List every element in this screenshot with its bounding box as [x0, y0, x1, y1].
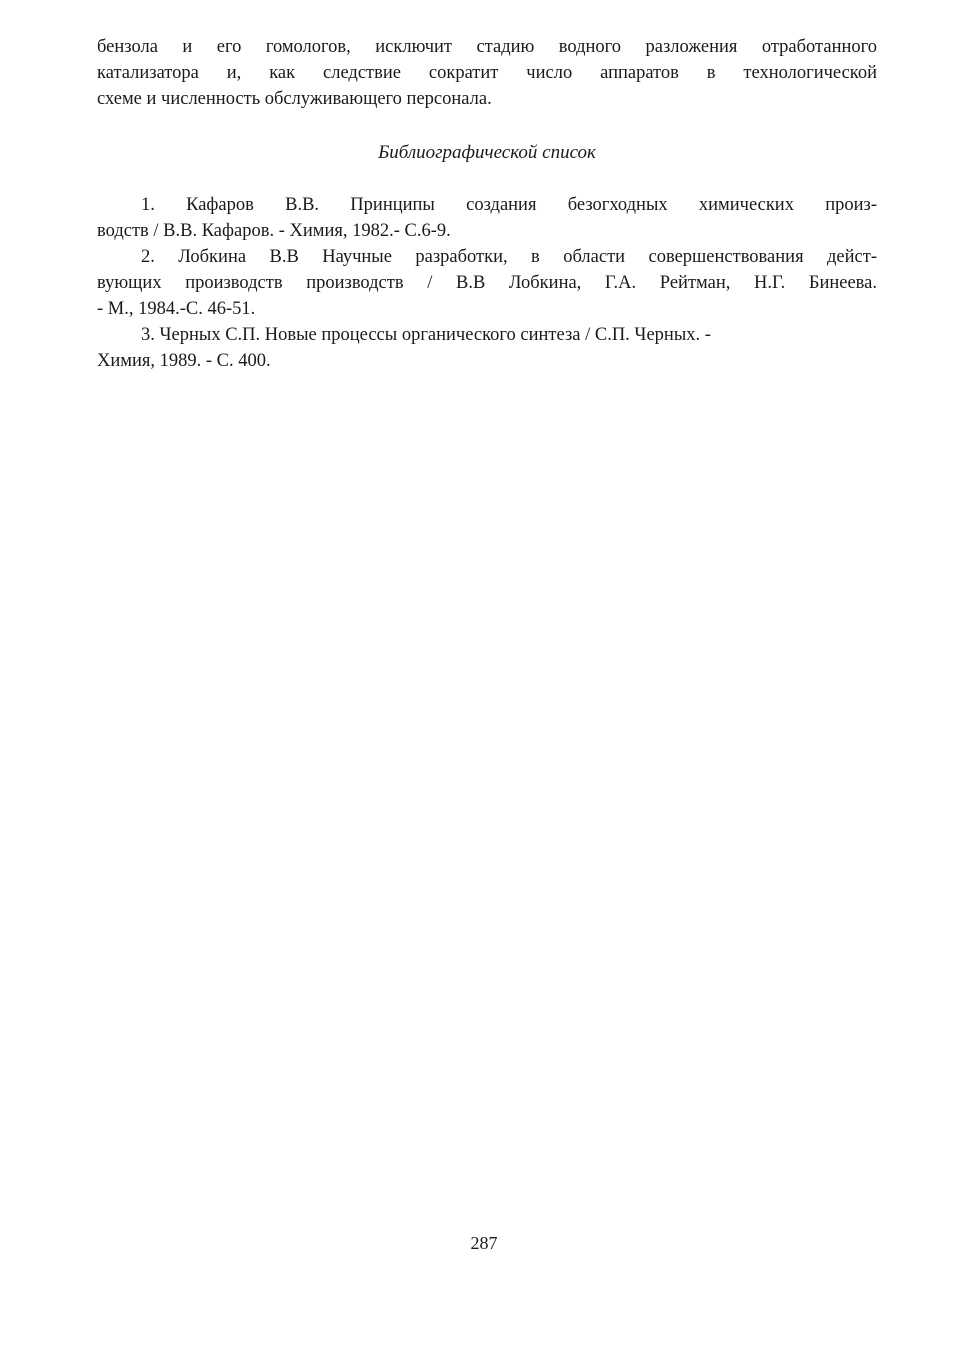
page-content — [97, 34, 877, 374]
intro-line: катализатора и, как следствие сократит число аппаратов в технологической — [97, 63, 877, 83]
intro-line: бензола и его гомологов, исключит стадию водного разложения отработанного — [97, 37, 877, 57]
reference-item-1 — [97, 192, 877, 244]
reference-line: 3. Черных С.П. Новые процессы органического синтеза / С.П. Черных. - — [141, 325, 711, 345]
reference-line: водств / В.В. Кафаров. - Химия, 1982.- С.6-9. — [97, 221, 451, 241]
reference-item-3 — [97, 322, 877, 374]
reference-line: вующих производств производств / В.В Лобкина, Г.А. Рейтман, Н.Г. Бинеева. — [97, 273, 877, 293]
page-number: 287 — [470, 1233, 498, 1253]
intro-paragraph — [97, 34, 877, 112]
reference-line: 1. Кафаров В.В. Принципы создания безогходных химических произ- — [141, 195, 877, 215]
bibliography-heading: Библиографической список — [378, 142, 596, 163]
reference-item-2 — [97, 244, 877, 322]
reference-line: Химия, 1989. - С. 400. — [97, 351, 271, 371]
reference-line: 2. Лобкина В.В Научные разработки, в области совершенствования дейст- — [141, 247, 877, 267]
intro-line: схеме и численность обслуживающего персонала. — [97, 89, 492, 109]
reference-line: - М., 1984.-С. 46-51. — [97, 299, 256, 319]
reference-list — [97, 192, 877, 374]
